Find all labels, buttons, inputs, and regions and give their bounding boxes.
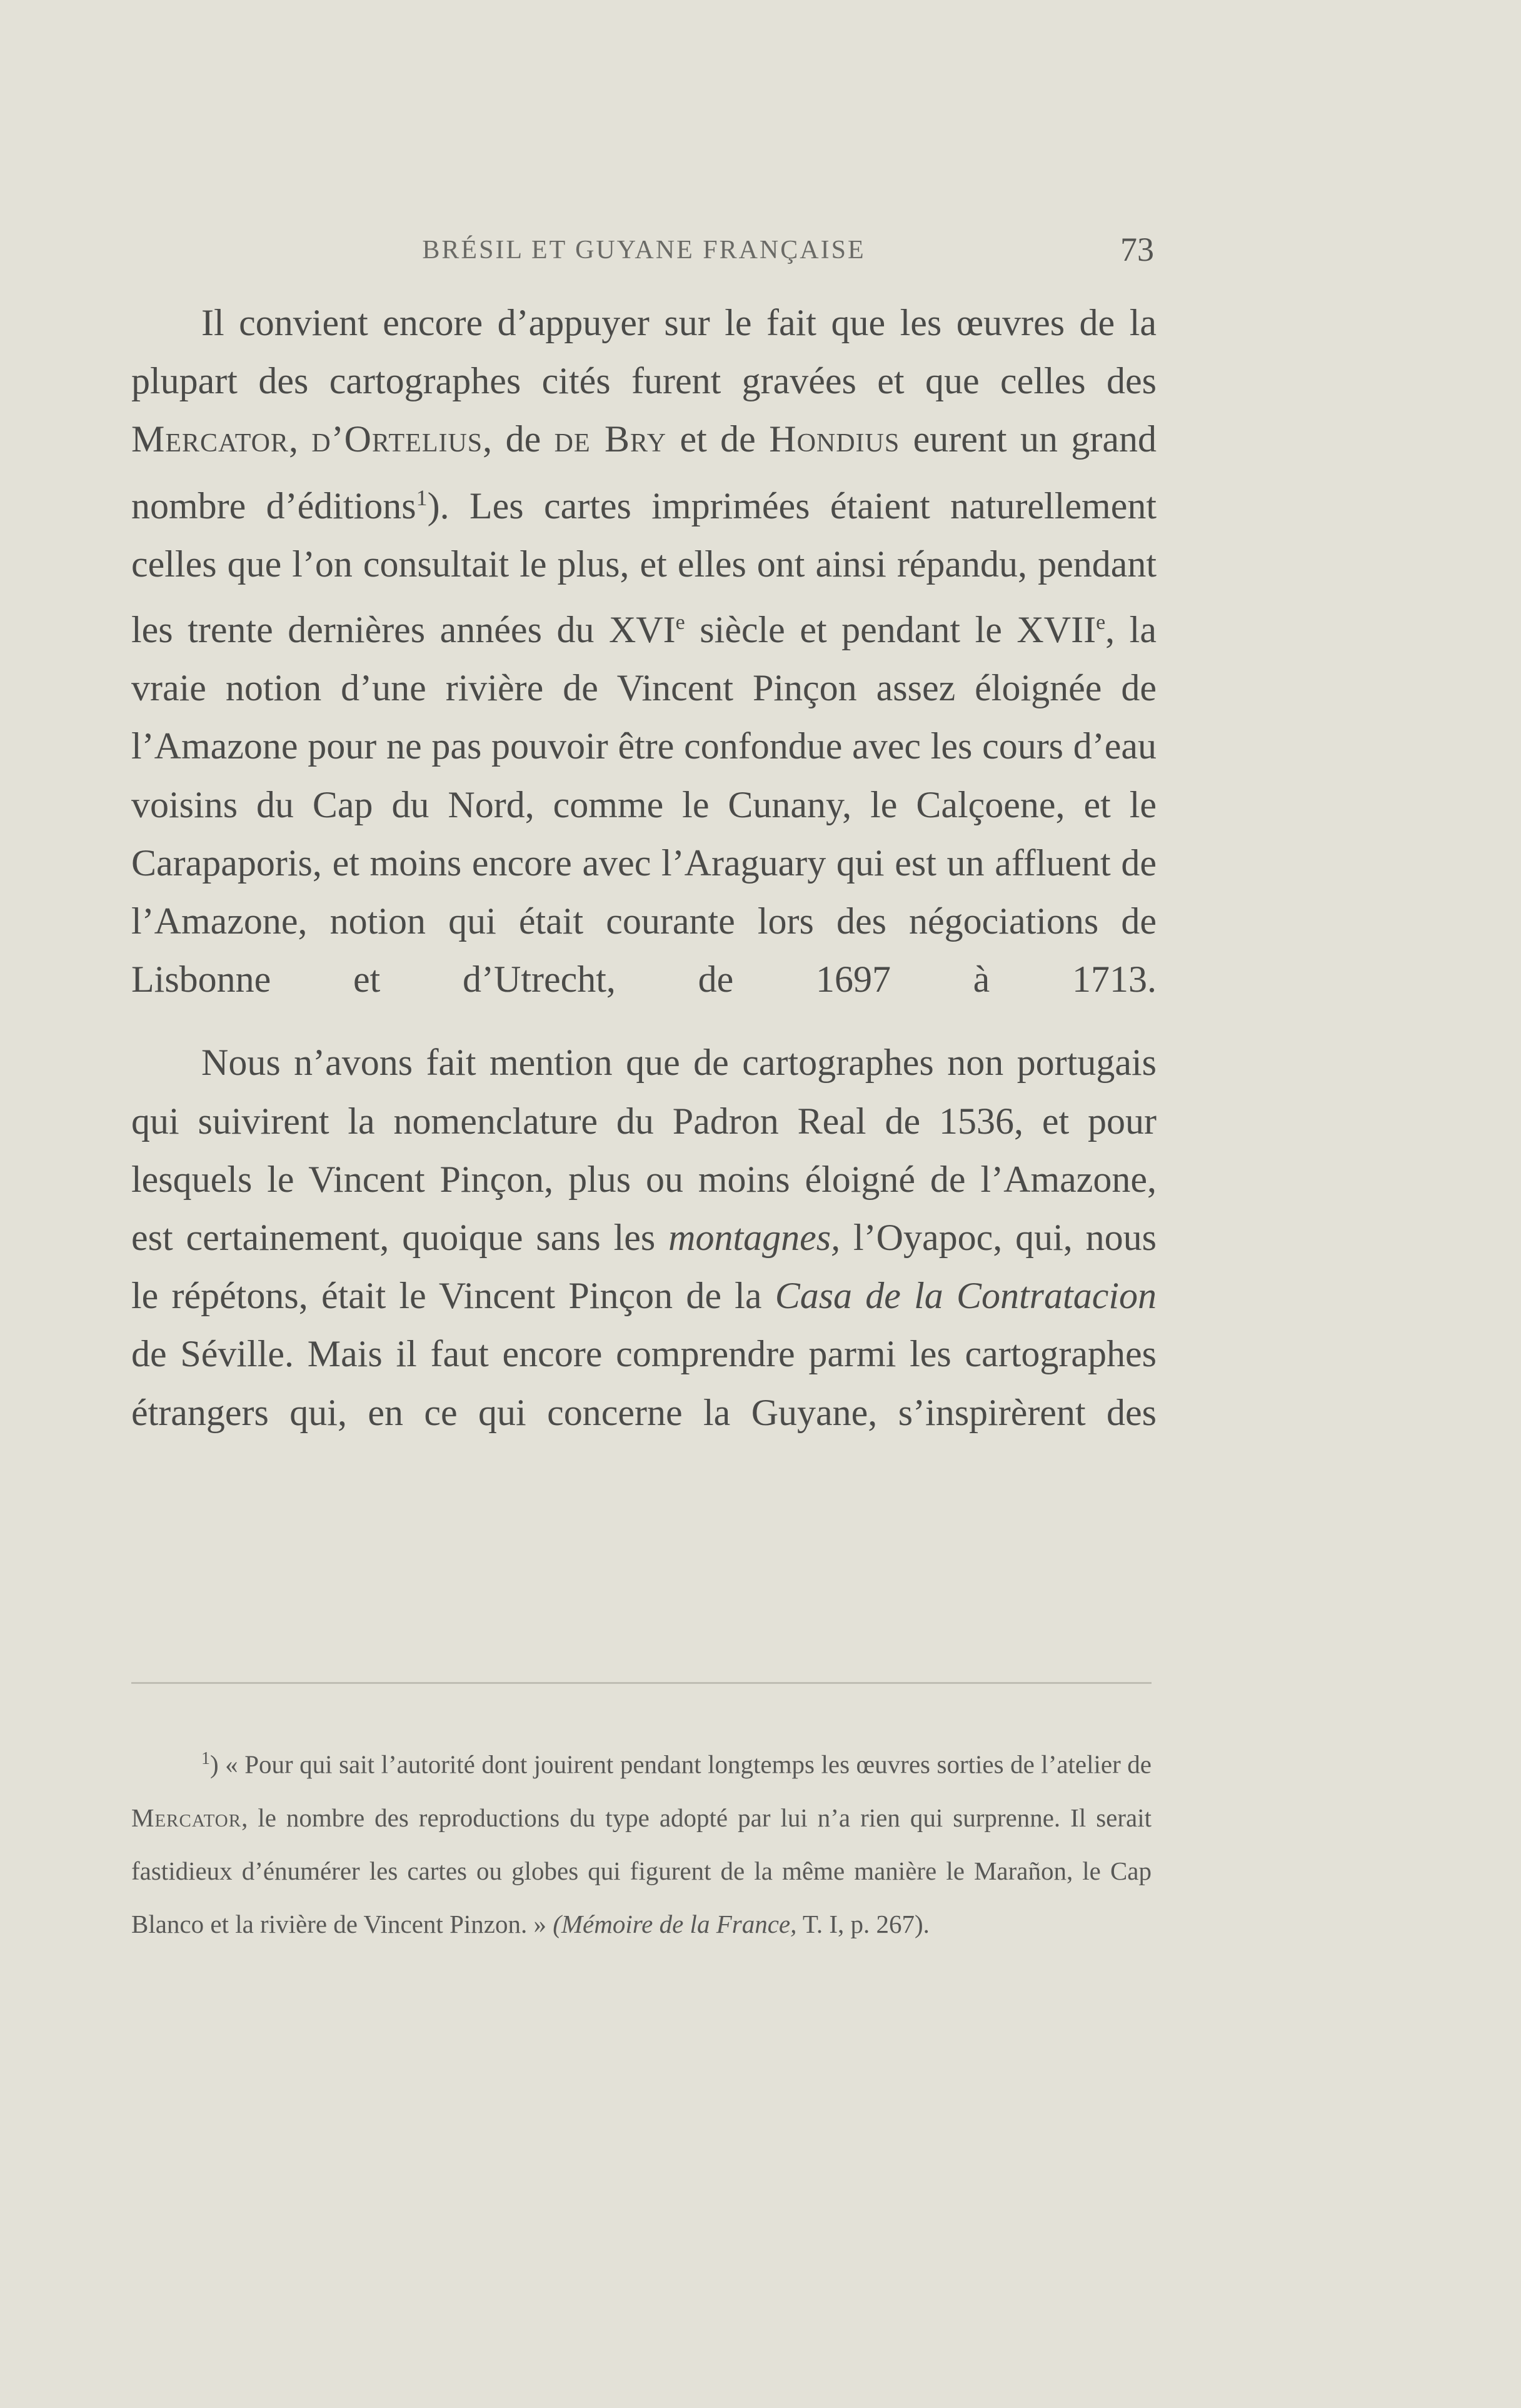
footnote-name-mercator: Mercator — [131, 1803, 242, 1832]
footnote-text-a: ) « Pour qui sait l’autorité dont jouirent pendant longtemps les œuvres sorties de l’atelier de — [210, 1750, 1152, 1779]
paragraph-2-text-c: de Séville. Mais il faut encore comprendre parmi les cartographes étrangers qui, en ce qui concerne la Guyane, s’inspirèrent des — [131, 1333, 1157, 1433]
paragraph-2-text-b: l’Oyapoc, qui, nous le répétons, était le Vincent Pinçon de la — [131, 1217, 1157, 1317]
paragraph-1-text-c: , de — [483, 418, 555, 460]
name-hondius: Hondius — [769, 418, 900, 460]
paragraph-1-text-a: Il convient encore d’appuyer sur le fait que les œuvres de la plupart des cartographes cités furent gravées et que celles des — [131, 302, 1157, 402]
paragraph-1-text-e: eurent un grand nombre d’éditions — [131, 418, 1157, 526]
italic-casa-de-la-contratacion: Casa de la Contratacion — [775, 1275, 1157, 1317]
body-text — [131, 294, 1157, 1442]
paragraph-2-text-a: Nous n’avons fait mention que de cartographes non portugais qui suivirent la nomenclature du Padron Real de 1536, et pour lesquels le Vincent Pinçon, plus ou moins éloigné de l’Amazone, est certainement, quoique sans les — [131, 1042, 1157, 1259]
paragraph-1 — [131, 294, 1157, 1009]
running-head — [131, 230, 1157, 274]
paragraph-1-text-g: siècle et pendant le XVII — [685, 609, 1097, 651]
footnote-mark: 1 — [201, 1749, 210, 1768]
footnote-text-c: T. I, p. 267). — [796, 1909, 930, 1938]
footnote-citation: (Mémoire de la France, — [553, 1909, 797, 1938]
footnote-reference: 1 — [416, 485, 428, 510]
paragraph-1-text-f: ). Les cartes imprimées étaient naturellement celles que l’on consultait le plus, et elles ont ainsi répandu, pendant les trente dernières années du XVI — [131, 485, 1157, 651]
footnote-text-b: , le nombre des reproductions du type adopté par lui n’a rien qui surprenne. Il serait fastidieux d’énumérer les cartes ou globes qui figurent de la même manière le Marañon, le Cap Blanco et la rivière de Vincent Pinzon. » — [131, 1803, 1152, 1938]
paragraph-1-text-h: , la vraie notion d’une rivière de Vincent Pinçon assez éloignée de l’Amazone pour ne pas pouvoir être confondue avec les cours d’eau voisins du Cap du Nord, comme le Cunany, le Calçoene, et le Carapaporis, et moins encore avec l’Araguary qui est un affluent de l’Amazone, notion qui était courante lors des négociations de Lisbonne et d’Utrecht, de 1697 à 1713. — [131, 609, 1157, 1000]
superscript-e-1: e — [675, 611, 685, 635]
footnote-divider — [131, 1682, 1152, 1684]
paragraph-1-text-b: , — [288, 418, 312, 460]
paragraph-1-text-d: et de — [666, 418, 770, 460]
name-debry: de Bry — [554, 418, 667, 460]
paragraph-2 — [131, 1034, 1157, 1441]
running-title: BRÉSIL ET GUYANE FRANÇAISE — [422, 236, 866, 264]
page-number: 73 — [1120, 231, 1154, 268]
name-ortelius: d’Ortelius — [311, 418, 483, 460]
footnote — [131, 1732, 1152, 1951]
superscript-e-2: e — [1096, 611, 1106, 635]
italic-montagnes: montagnes, — [668, 1217, 841, 1259]
name-mercator: Mercator — [131, 418, 289, 460]
footnote-text — [131, 1732, 1152, 1951]
